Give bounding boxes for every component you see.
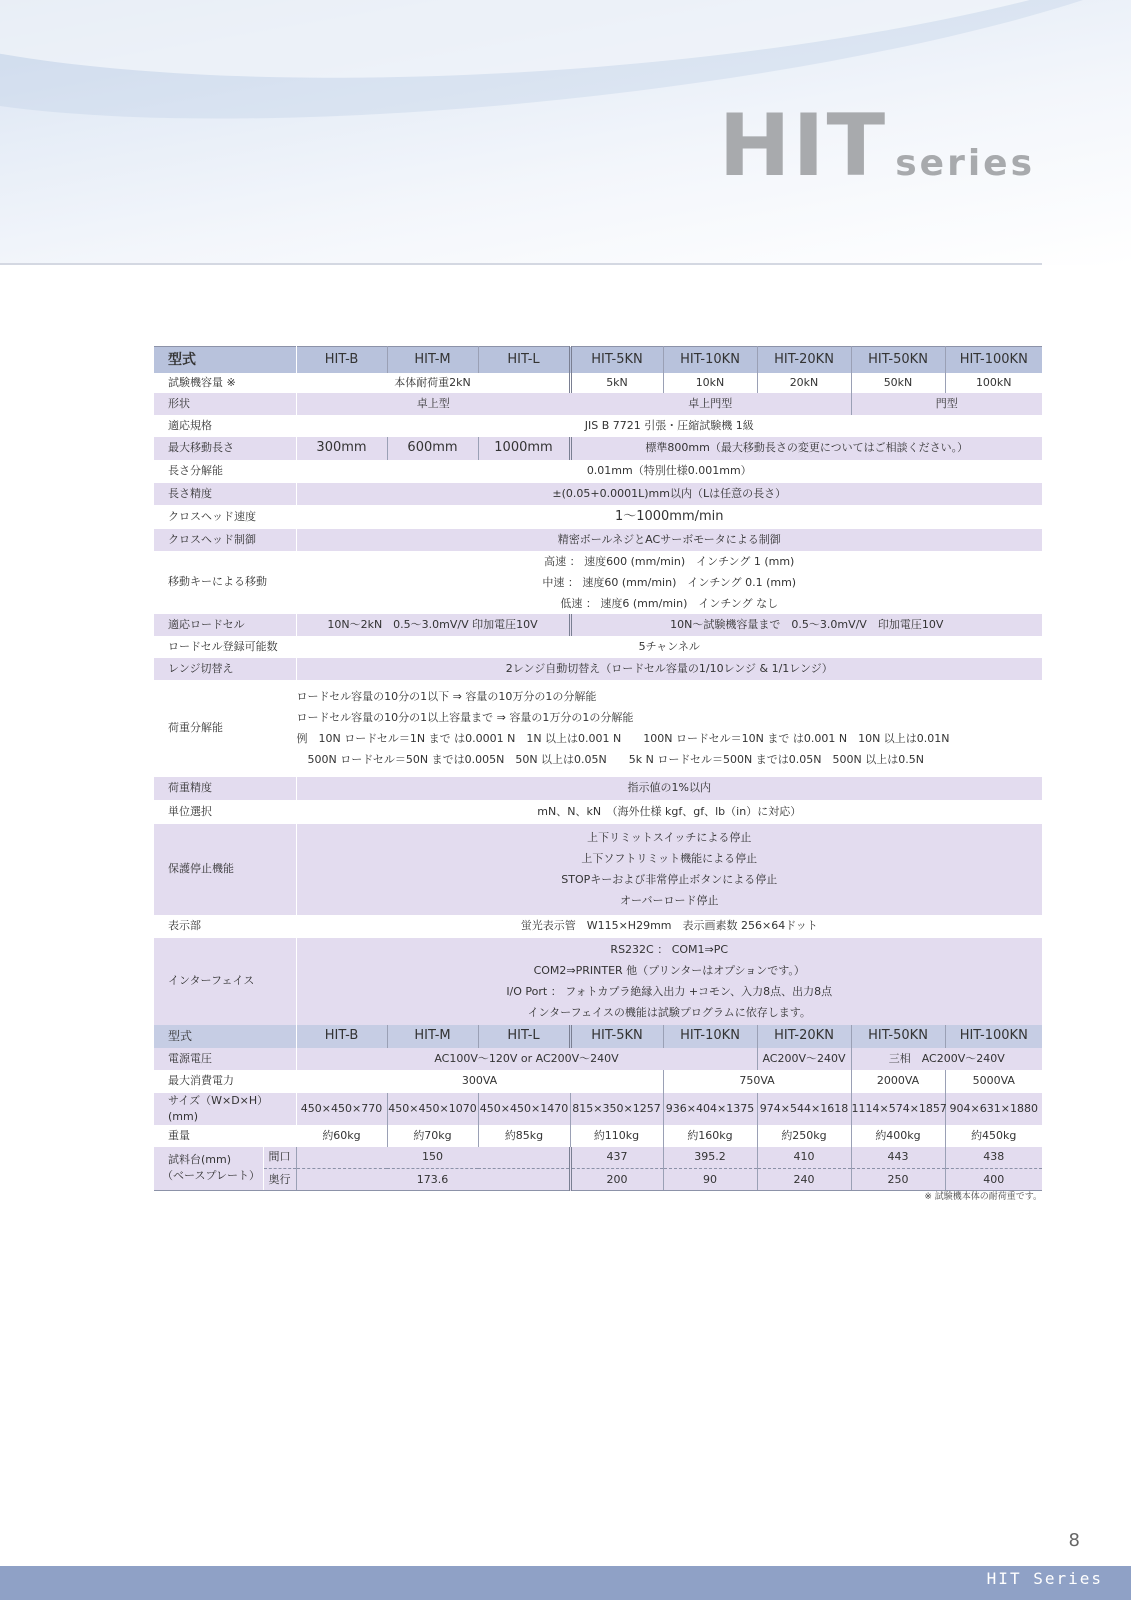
model-cell: HIT-20KN bbox=[757, 1025, 851, 1048]
value-cell: 200 bbox=[570, 1169, 663, 1191]
value-cell: 90 bbox=[663, 1169, 757, 1191]
list-item: STOPキーおよび非常停止ボタンによる停止 bbox=[561, 873, 778, 886]
model-cell: HIT-M bbox=[387, 1025, 478, 1048]
list-item: インターフェイスの機能は試験プログラムに依存します。 bbox=[527, 1006, 811, 1019]
model-cell: HIT-L bbox=[478, 347, 570, 373]
value-cell: 約160kg bbox=[663, 1125, 757, 1147]
row-label: サイズ（W×D×H）(mm) bbox=[154, 1093, 296, 1125]
model-cell: HIT-100KN bbox=[945, 1025, 1042, 1048]
row-label: 重量 bbox=[154, 1125, 296, 1147]
value-cell: 750VA bbox=[663, 1070, 851, 1093]
table-row bbox=[154, 1025, 1042, 1048]
value-cell: AC100V〜120V or AC200V〜240V bbox=[296, 1048, 757, 1070]
list-item: ロードセル容量の10分の1以上容量まで ⇒ 容量の1万分の1の分解能 bbox=[296, 711, 634, 724]
list-item: 例 10N ロードセル＝1N まで は0.0001 N 1N 以上は0.001 N 100N ロードセル＝10N まで は0.001 N 10N 以上は0.01N bbox=[296, 732, 950, 745]
value-cell: 約400kg bbox=[851, 1125, 945, 1147]
row-label: 適応規格 bbox=[154, 415, 296, 437]
row-label: 長さ精度 bbox=[154, 483, 296, 505]
value-cell: 2000VA bbox=[851, 1070, 945, 1093]
value-cell: 蛍光表示管 W115×H29mm 表示画素数 256×64ドット bbox=[296, 915, 1042, 938]
row-label: ロードセル登録可能数 bbox=[154, 636, 296, 658]
value-cell: 約250kg bbox=[757, 1125, 851, 1147]
model-cell: HIT-100KN bbox=[945, 347, 1042, 373]
model-cell: HIT-50KN bbox=[851, 347, 945, 373]
table-row bbox=[154, 658, 1042, 680]
stage-label-line: 試料台(mm) bbox=[168, 1153, 232, 1167]
table-row bbox=[154, 529, 1042, 551]
table-row bbox=[154, 915, 1042, 938]
row-label: 長さ分解能 bbox=[154, 460, 296, 483]
list-item: 上下ソフトリミット機能による停止 bbox=[581, 852, 758, 865]
table-row bbox=[154, 483, 1042, 505]
value-cell: 精密ボールネジとACサーボモータによる制御 bbox=[296, 529, 1042, 551]
value-cell: 指示値の1%以内 bbox=[296, 777, 1042, 800]
list-item: 低速 ： 速度6 (mm/min) インチング なし bbox=[560, 596, 779, 610]
value-cell: 本体耐荷重2kN bbox=[296, 373, 570, 393]
row-label: 型式 bbox=[154, 347, 296, 373]
value-cell: ±(0.05+0.0001L)mm以内（Lは任意の長さ） bbox=[296, 483, 1042, 505]
page-title bbox=[719, 96, 1035, 196]
value-cell: 600mm bbox=[387, 437, 478, 460]
value-cell bbox=[296, 551, 1042, 614]
value-cell: 約70kg bbox=[387, 1125, 478, 1147]
value-cell: mN、N、kN （海外仕様 kgf、gf、lb（in）に対応） bbox=[296, 800, 1042, 824]
footer-label: HIT Series bbox=[986, 1569, 1103, 1588]
table-row bbox=[154, 1093, 1042, 1125]
row-label: 保護停止機能 bbox=[154, 824, 296, 915]
row-label: 電源電圧 bbox=[154, 1048, 296, 1070]
row-label: 最大移動長さ bbox=[154, 437, 296, 460]
value-cell: 三相 AC200V〜240V bbox=[851, 1048, 1042, 1070]
row-sublabel: 奥行 bbox=[263, 1169, 296, 1191]
table-row bbox=[154, 347, 1042, 373]
list-item: 上下リミットスイッチによる停止 bbox=[587, 831, 752, 844]
row-label: 単位選択 bbox=[154, 800, 296, 824]
value-cell bbox=[296, 824, 1042, 915]
row-label: クロスヘッド速度 bbox=[154, 505, 296, 529]
value-cell: 卓上門型 bbox=[570, 393, 851, 415]
model-cell: HIT-50KN bbox=[851, 1025, 945, 1048]
table-row bbox=[154, 373, 1042, 393]
table-row bbox=[154, 551, 1042, 614]
row-label: 荷重精度 bbox=[154, 777, 296, 800]
value-cell bbox=[296, 938, 1042, 1025]
model-cell: HIT-B bbox=[296, 1025, 387, 1048]
row-label: 移動キーによる移動 bbox=[154, 551, 296, 614]
value-cell: 150 bbox=[296, 1147, 570, 1169]
value-cell: 437 bbox=[570, 1147, 663, 1169]
list-item: オーバーロード停止 bbox=[620, 894, 719, 907]
value-cell: 5チャンネル bbox=[296, 636, 1042, 658]
spec-table bbox=[154, 346, 1042, 1191]
value-cell: 門型 bbox=[851, 393, 1042, 415]
row-label: 最大消費電力 bbox=[154, 1070, 296, 1093]
table-row bbox=[154, 437, 1042, 460]
list-item: ロードセル容量の10分の1以下 ⇒ 容量の10万分の1の分解能 bbox=[296, 690, 597, 703]
footnote: ※ 試験機本体の耐荷重です。 bbox=[924, 1192, 1042, 1202]
model-cell: HIT-10KN bbox=[663, 347, 757, 373]
model-cell: HIT-20KN bbox=[757, 347, 851, 373]
value-cell: 300mm bbox=[296, 437, 387, 460]
value-cell: 450×450×770 bbox=[296, 1093, 387, 1125]
table-row bbox=[154, 505, 1042, 529]
table-row bbox=[154, 614, 1042, 636]
model-cell: HIT-M bbox=[387, 347, 478, 373]
value-cell: 250 bbox=[851, 1169, 945, 1191]
value-cell: 450×450×1070 bbox=[387, 1093, 478, 1125]
table-row bbox=[154, 938, 1042, 1025]
value-cell: 1114×574×1857 bbox=[851, 1093, 945, 1125]
table-row bbox=[154, 1070, 1042, 1093]
row-label: レンジ切替え bbox=[154, 658, 296, 680]
row-sublabel: 間口 bbox=[263, 1147, 296, 1169]
value-cell: 904×631×1880 bbox=[945, 1093, 1042, 1125]
row-label: クロスヘッド制御 bbox=[154, 529, 296, 551]
table-row bbox=[154, 800, 1042, 824]
row-label: 表示部 bbox=[154, 915, 296, 938]
table-row bbox=[154, 415, 1042, 437]
list-item: COM2⇒PRINTER 他（プリンターはオプションです。） bbox=[533, 964, 805, 977]
list-item: RS232C ： COM1⇒PC bbox=[610, 943, 729, 956]
footer-bar bbox=[0, 1566, 1131, 1600]
header-divider bbox=[0, 263, 1042, 265]
value-cell: AC200V〜240V bbox=[757, 1048, 851, 1070]
list-item: 高速 ： 速度600 (mm/min) インチング 1 (mm) bbox=[544, 554, 795, 568]
value-cell: 5000VA bbox=[945, 1070, 1042, 1093]
value-cell: 173.6 bbox=[296, 1169, 570, 1191]
value-cell: 10N〜2kN 0.5〜3.0mV/V 印加電圧10V bbox=[296, 614, 570, 636]
value-cell: 450×450×1470 bbox=[478, 1093, 570, 1125]
value-cell: 240 bbox=[757, 1169, 851, 1191]
table-row bbox=[154, 824, 1042, 915]
table-row bbox=[154, 460, 1042, 483]
value-cell: 50kN bbox=[851, 373, 945, 393]
value-cell: 標準800mm（最大移動長さの変更についてはご相談ください。） bbox=[570, 437, 1042, 460]
row-label: 試験機容量 ※ bbox=[154, 373, 296, 393]
value-cell: 300VA bbox=[296, 1070, 663, 1093]
list-item: I/O Port ： フォトカプラ絶縁入出力 +コモン、入力8点、出力8点 bbox=[506, 985, 833, 998]
table-row bbox=[154, 1147, 1042, 1169]
value-cell bbox=[296, 680, 1042, 777]
value-cell: 0.01mm（特別仕様0.001mm） bbox=[296, 460, 1042, 483]
value-cell: 10kN bbox=[663, 373, 757, 393]
title-main: HIT bbox=[718, 96, 888, 196]
table-row bbox=[154, 636, 1042, 658]
value-cell: 100kN bbox=[945, 373, 1042, 393]
value-cell: 438 bbox=[945, 1147, 1042, 1169]
value-cell: 約60kg bbox=[296, 1125, 387, 1147]
table-row bbox=[154, 1169, 1042, 1191]
model-cell: HIT-B bbox=[296, 347, 387, 373]
value-cell: 443 bbox=[851, 1147, 945, 1169]
table-row bbox=[154, 680, 1042, 777]
value-cell: JIS B 7721 引張・圧縮試験機 1級 bbox=[296, 415, 1042, 437]
list-item: 中速 ： 速度60 (mm/min) インチング 0.1 (mm) bbox=[542, 575, 797, 589]
value-cell: 2レンジ自動切替え（ロードセル容量の1/10レンジ & 1/1レンジ） bbox=[296, 658, 1042, 680]
value-cell: 約450kg bbox=[945, 1125, 1042, 1147]
value-cell: 1000mm bbox=[478, 437, 570, 460]
table-row bbox=[154, 777, 1042, 800]
title-sub: series bbox=[895, 143, 1035, 184]
value-cell: 20kN bbox=[757, 373, 851, 393]
row-label bbox=[154, 1147, 263, 1191]
row-label: 型式 bbox=[154, 1025, 296, 1048]
value-cell: 410 bbox=[757, 1147, 851, 1169]
model-cell: HIT-5KN bbox=[570, 1025, 663, 1048]
model-cell: HIT-L bbox=[478, 1025, 570, 1048]
value-cell: 5kN bbox=[570, 373, 663, 393]
list-item: 500N ロードセル＝50N までは0.005N 50N 以上は0.05N 5k N ロードセル＝500N までは0.05N 500N 以上は0.5N bbox=[296, 753, 924, 766]
value-cell: 815×350×1257 bbox=[570, 1093, 663, 1125]
model-cell: HIT-5KN bbox=[570, 347, 663, 373]
stage-label-line: （ベースプレート） bbox=[162, 1169, 261, 1183]
row-label: 荷重分解能 bbox=[154, 680, 296, 777]
table-row bbox=[154, 1048, 1042, 1070]
value-cell: 約110kg bbox=[570, 1125, 663, 1147]
row-label: インターフェイス bbox=[154, 938, 296, 1025]
table-row bbox=[154, 393, 1042, 415]
value-cell: 卓上型 bbox=[296, 393, 570, 415]
value-cell: 1〜1000mm/min bbox=[296, 505, 1042, 529]
row-label: 形状 bbox=[154, 393, 296, 415]
value-cell: 395.2 bbox=[663, 1147, 757, 1169]
value-cell: 400 bbox=[945, 1169, 1042, 1191]
page-number: 8 bbox=[1068, 1530, 1080, 1551]
value-cell: 974×544×1618 bbox=[757, 1093, 851, 1125]
model-cell: HIT-10KN bbox=[663, 1025, 757, 1048]
value-cell: 936×404×1375 bbox=[663, 1093, 757, 1125]
row-label: 適応ロードセル bbox=[154, 614, 296, 636]
value-cell: 10N〜試験機容量まで 0.5〜3.0mV/V 印加電圧10V bbox=[570, 614, 1042, 636]
value-cell: 約85kg bbox=[478, 1125, 570, 1147]
table-row bbox=[154, 1125, 1042, 1147]
